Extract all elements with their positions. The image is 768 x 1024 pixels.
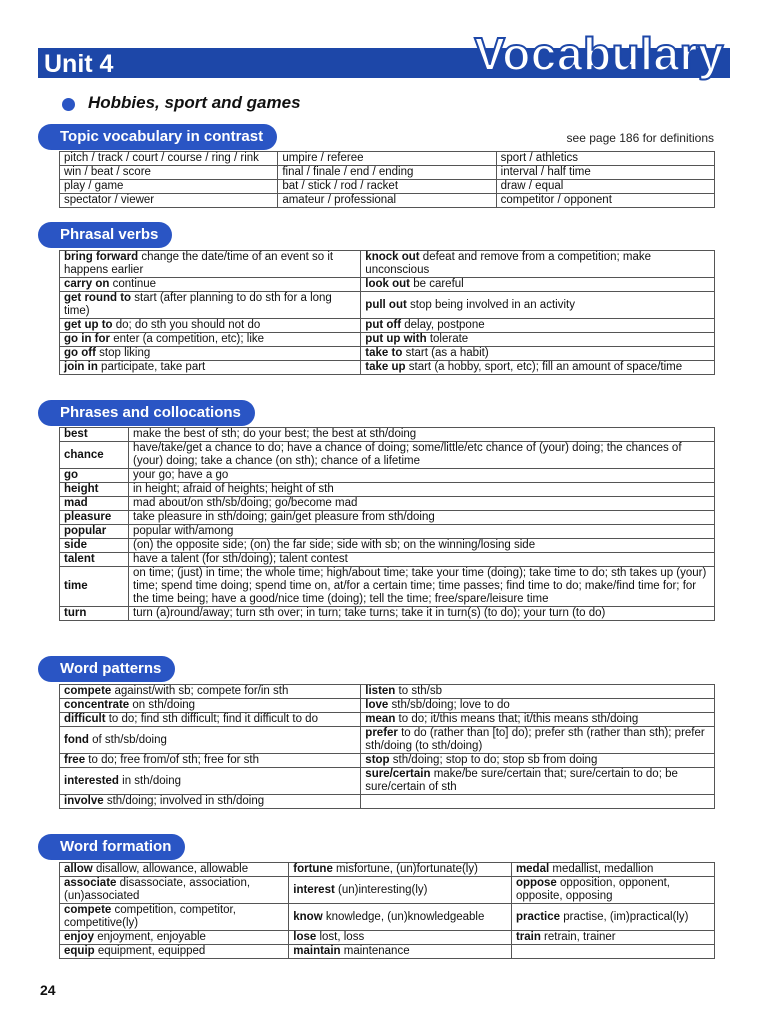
- definition: turn (a)round/away; turn sth over; in turn; take turns; take it in turn(s) (to do); your turn (to do): [133, 607, 606, 619]
- keyword: carry on: [64, 278, 110, 290]
- definition: make/be sure/certain that; sure/certain to do; be sure/certain of sth: [365, 768, 678, 793]
- definition: do; do sth you should not do: [112, 319, 261, 331]
- keyword: interested: [64, 774, 119, 787]
- definition: to do; free from/of sth; free for sth: [85, 754, 259, 766]
- table-row: [60, 442, 715, 469]
- table-row: [60, 754, 715, 768]
- definition: have/take/get a chance to do; have a chance of doing; some/little/etc chance of (your) doing; the chances of (your) doing; take a chance (on sth); chance of a lifetime: [133, 442, 682, 467]
- definition: on sth/doing: [129, 699, 196, 711]
- keyword: bring forward: [64, 251, 139, 263]
- definition: misfortune, (un)fortunate(ly): [332, 863, 478, 875]
- definition: retrain, trainer: [540, 931, 616, 943]
- phrases-table: [59, 427, 715, 621]
- definition: competitor / opponent: [500, 194, 612, 206]
- bullet-icon: [62, 98, 75, 111]
- keyword: lose: [293, 931, 317, 943]
- table-row: [60, 727, 715, 754]
- keyword: time: [64, 580, 88, 592]
- definition: on time; (just) in time; the whole time; high/about time; take your time (doing); take time to do; sth takes up (your) time; spend time doing; spend time on, at/for a certain time; time passes; find time to do; make/find time for; for the time being; have a good/nice time (doing); tell the time; free/spare/leisure time: [133, 567, 707, 605]
- definition: to do; find sth difficult; find it difficult to do: [105, 713, 318, 725]
- definition: participate, take part: [97, 361, 206, 373]
- keyword: mean: [365, 713, 396, 725]
- table-row: [60, 511, 715, 525]
- page-title: Vocabulary: [474, 28, 724, 80]
- keyword: join in: [64, 361, 98, 373]
- page-number: 24: [40, 982, 56, 998]
- keyword: put off: [365, 319, 402, 331]
- definition: of sth/sb/doing: [88, 733, 167, 746]
- keyword: compete: [64, 685, 112, 697]
- table-row: [60, 525, 715, 539]
- keyword: interest: [293, 883, 335, 896]
- keyword: fortune: [293, 863, 333, 875]
- definition: start (after planning to do sth for a long time): [64, 292, 332, 317]
- definition: to sth/sb: [395, 685, 443, 697]
- table-row: [60, 152, 715, 166]
- definition: to do (rather than [to] do); prefer sth (rather than sth); prefer sth/doing (to sth/doing): [365, 727, 705, 752]
- definition: popular with/among: [133, 525, 234, 537]
- keyword: pleasure: [64, 511, 112, 523]
- definition: equipment, equipped: [94, 945, 206, 957]
- keyword: get round to: [64, 292, 132, 304]
- definition: lost, loss: [316, 931, 365, 943]
- definition: continue: [109, 278, 157, 290]
- definition: sth/doing; stop to do; stop sb from doing: [389, 754, 598, 766]
- definition: in sth/doing: [118, 774, 181, 787]
- table-row: [60, 319, 715, 333]
- definition: sport / athletics: [500, 152, 578, 164]
- definition: tolerate: [426, 333, 469, 345]
- keyword: take up: [365, 361, 406, 373]
- definition: sth/doing; involved in sth/doing: [103, 795, 265, 807]
- definition: enter (a competition, etc); like: [110, 333, 265, 345]
- patterns-table: [59, 684, 715, 809]
- table-row: [60, 607, 715, 621]
- table-row: [60, 333, 715, 347]
- definition: competition, competitor, competitive(ly): [64, 904, 236, 929]
- keyword: knock out: [365, 251, 420, 263]
- keyword: love: [365, 699, 389, 711]
- keyword: look out: [365, 278, 411, 290]
- definition: final / finale / end / ending: [282, 166, 414, 178]
- definitions-note: see page 186 for definitions: [566, 131, 714, 145]
- definition: your go; have a go: [133, 469, 229, 481]
- keyword: side: [64, 539, 88, 551]
- table-row: [60, 497, 715, 511]
- keyword: oppose: [515, 877, 557, 889]
- table-row: [60, 877, 715, 904]
- keyword: chance: [64, 448, 104, 461]
- keyword: take to: [365, 347, 403, 359]
- table-row: [60, 567, 715, 607]
- keyword: sure/certain: [365, 768, 431, 780]
- table-row: [60, 361, 715, 375]
- section-subtitle: Hobbies, sport and games: [88, 93, 301, 112]
- definition: to do; it/this means that; it/this means sth/doing: [395, 713, 639, 725]
- formation-heading: Word formation: [38, 834, 185, 860]
- phrasal-heading: Phrasal verbs: [38, 222, 172, 248]
- topic-heading: Topic vocabulary in contrast: [38, 124, 277, 150]
- table-row: [60, 863, 715, 877]
- definition: practise, (im)practical(ly): [560, 910, 689, 923]
- definition: start (as a habit): [402, 347, 489, 359]
- keyword: height: [64, 483, 99, 495]
- keyword: involve: [64, 795, 104, 807]
- definition: disassociate, association, (un)associated: [64, 877, 251, 902]
- keyword: talent: [64, 553, 95, 565]
- definition: maintenance: [340, 945, 410, 957]
- table-row: [60, 713, 715, 727]
- definition: take pleasure in sth/doing; gain/get pleasure from sth/doing: [133, 511, 435, 523]
- definition: medallist, medallion: [549, 863, 654, 875]
- definition: opposition, opponent, opposite, opposing: [515, 877, 671, 902]
- keyword: train: [515, 931, 541, 943]
- definition: win / beat / score: [64, 166, 151, 178]
- table-row: [60, 699, 715, 713]
- table-row: [60, 553, 715, 567]
- topic-table: [59, 151, 715, 208]
- definition: in height; afraid of heights; height of sth: [133, 483, 334, 495]
- table-row: [60, 685, 715, 699]
- keyword: go: [64, 469, 79, 481]
- definition: start (a hobby, sport, etc); fill an amount of space/time: [405, 361, 683, 373]
- keyword: allow: [64, 863, 93, 875]
- keyword: enjoy: [64, 931, 95, 943]
- definition: change the date/time of an event so it happens earlier: [64, 251, 334, 276]
- definition: (un)interesting(ly): [334, 883, 428, 896]
- definition: stop being involved in an activity: [406, 298, 575, 311]
- definition: delay, postpone: [401, 319, 485, 331]
- table-row: [60, 945, 715, 959]
- keyword: medal: [515, 863, 550, 875]
- keyword: mad: [64, 497, 88, 509]
- keyword: fond: [64, 733, 89, 746]
- keyword: pull out: [365, 298, 407, 311]
- keyword: turn: [64, 607, 87, 619]
- table-row: [60, 251, 715, 278]
- keyword: best: [64, 428, 88, 440]
- unit-title: Unit 4: [44, 50, 114, 78]
- table-row: [60, 347, 715, 361]
- keyword: concentrate: [64, 699, 130, 711]
- definition: draw / equal: [500, 180, 564, 192]
- keyword: know: [293, 910, 323, 923]
- definition: sth/sb/doing; love to do: [388, 699, 510, 711]
- table-row: [60, 539, 715, 553]
- table-row: [60, 795, 715, 809]
- table-row: [60, 768, 715, 795]
- definition: spectator / viewer: [64, 194, 155, 206]
- table-row: [60, 166, 715, 180]
- phrasal-table: [59, 250, 715, 375]
- definition: umpire / referee: [282, 152, 364, 164]
- patterns-heading: Word patterns: [38, 656, 175, 682]
- table-row: [60, 180, 715, 194]
- formation-table: [59, 862, 715, 959]
- keyword: listen: [365, 685, 396, 697]
- keyword: equip: [64, 945, 95, 957]
- definition: defeat and remove from a competition; make unconscious: [365, 251, 652, 276]
- keyword: popular: [64, 525, 107, 537]
- table-row: [60, 278, 715, 292]
- definition: knowledge, (un)knowledgeable: [322, 910, 485, 923]
- definition: disallow, allowance, allowable: [92, 863, 249, 875]
- table-row: [60, 483, 715, 497]
- definition: enjoyment, enjoyable: [94, 931, 206, 943]
- keyword: go off: [64, 347, 96, 359]
- definition: interval / half time: [500, 166, 591, 178]
- definition: mad about/on sth/sb/doing; go/become mad: [133, 497, 358, 509]
- definition: stop liking: [95, 347, 151, 359]
- definition: (on) the opposite side; (on) the far side; side with sb; on the winning/losing side: [133, 539, 536, 551]
- table-row: [60, 904, 715, 931]
- definition: make the best of sth; do your best; the best at sth/doing: [133, 428, 417, 440]
- keyword: maintain: [293, 945, 341, 957]
- definition: pitch / track / court / course / ring / rink: [64, 152, 259, 164]
- definition: amateur / professional: [282, 194, 397, 206]
- keyword: get up to: [64, 319, 113, 331]
- definition: be careful: [410, 278, 464, 290]
- keyword: associate: [64, 877, 117, 889]
- definition: against/with sb; compete for/in sth: [111, 685, 289, 697]
- keyword: stop: [365, 754, 390, 766]
- phrases-heading: Phrases and collocations: [38, 400, 255, 426]
- keyword: free: [64, 754, 86, 766]
- keyword: put up with: [365, 333, 427, 345]
- table-row: [60, 931, 715, 945]
- definition: bat / stick / rod / racket: [282, 180, 399, 192]
- keyword: difficult: [64, 713, 106, 725]
- table-row: [60, 428, 715, 442]
- definition: have a talent (for sth/doing); talent contest: [133, 553, 348, 565]
- keyword: practice: [515, 910, 561, 923]
- keyword: compete: [64, 904, 112, 916]
- table-row: [60, 469, 715, 483]
- table-row: [60, 292, 715, 319]
- definition: play / game: [64, 180, 124, 192]
- keyword: prefer: [365, 727, 398, 739]
- table-row: [60, 194, 715, 208]
- keyword: go in for: [64, 333, 110, 345]
